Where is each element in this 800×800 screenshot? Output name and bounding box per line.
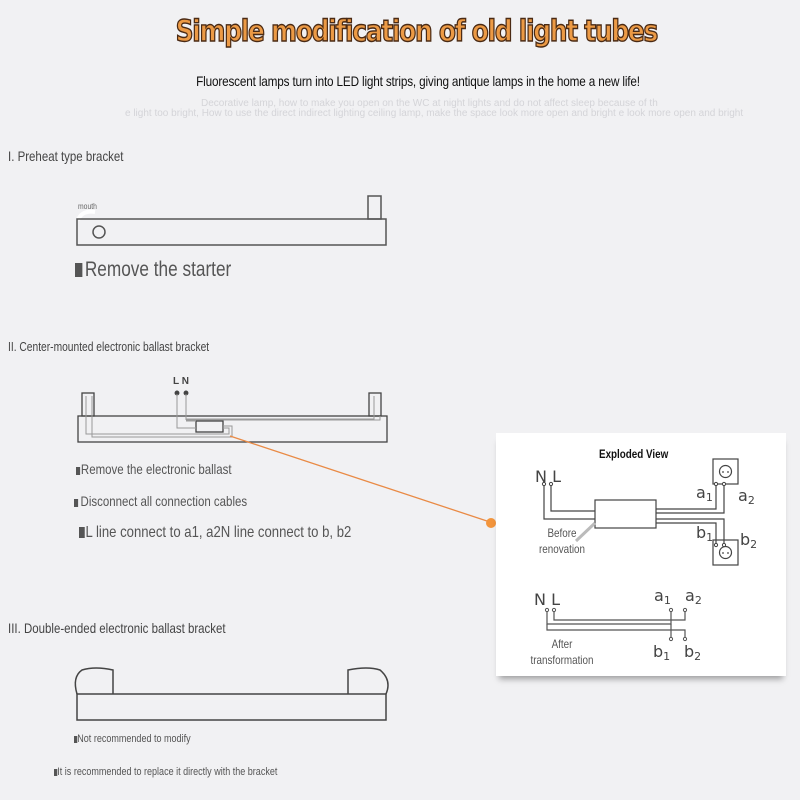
leader-line xyxy=(230,436,490,522)
after-output-b2: $b_2$ xyxy=(684,642,702,663)
note-remove-ballast: Remove the electronic ballast xyxy=(76,461,232,477)
section-title-preheat: I. Preheat type bracket xyxy=(8,148,124,164)
note-remove-starter: Remove the starter xyxy=(75,258,231,282)
bullet-icon xyxy=(74,499,78,507)
preheat-bracket-diagram xyxy=(77,196,386,245)
after-output-a2: $a_2$ xyxy=(685,586,702,607)
after-transformation-label: After transformation xyxy=(530,637,594,667)
bullet-icon xyxy=(79,527,85,538)
before-input-labels: N L xyxy=(535,467,561,486)
section-title-center-ballast: II. Center-mounted electronic ballast bracket xyxy=(8,340,210,354)
note-replace-bracket: It is recommended to replace it directly with the bracket xyxy=(54,766,277,778)
bullet-icon xyxy=(75,263,82,277)
section-title-double-ended: III. Double-ended electronic ballast bracket xyxy=(8,620,226,636)
page-title: Simple modification of old light tubes xyxy=(175,14,658,48)
page-subtitle: Fluorescent lamps turn into LED light strips, giving antique lamps in the home a new life! xyxy=(196,73,640,89)
double-ended-bracket-diagram xyxy=(75,668,388,720)
faint-background-text: e light too bright, How to use the direct indirect lighting ceiling lamp, make the space look more open and bright e look more open and bright xyxy=(125,108,744,119)
before-output-a1: $a_1$ xyxy=(696,483,713,504)
ln-label: L N xyxy=(173,376,189,387)
faint-background-text: Decorative lamp, how to make you open on the WC at night lights and do not affect sleep because of th xyxy=(201,98,658,109)
after-output-b1: $b_1$ xyxy=(653,642,671,663)
exploded-view-title: Exploded View xyxy=(599,447,669,461)
before-output-b1: $b_1$ xyxy=(696,523,714,544)
before-renovation-label: Before renovation xyxy=(539,526,585,556)
note-connect-lines: L line connect to a1, a2N line connect to b, b2 xyxy=(79,524,351,542)
note-disconnect-cables: Disconnect all connection cables xyxy=(74,493,247,509)
leader-dot-icon xyxy=(486,518,496,528)
exploded-view-panel xyxy=(496,433,786,676)
bullet-icon xyxy=(76,467,80,475)
before-output-a2: $a_2$ xyxy=(738,486,755,507)
mouth-label: mouth xyxy=(78,202,97,211)
after-input-labels: N L xyxy=(534,590,560,609)
after-output-a1: $a_1$ xyxy=(654,586,671,607)
note-not-recommended: Not recommended to modify xyxy=(74,733,191,745)
before-output-b2: $b_2$ xyxy=(740,530,758,551)
